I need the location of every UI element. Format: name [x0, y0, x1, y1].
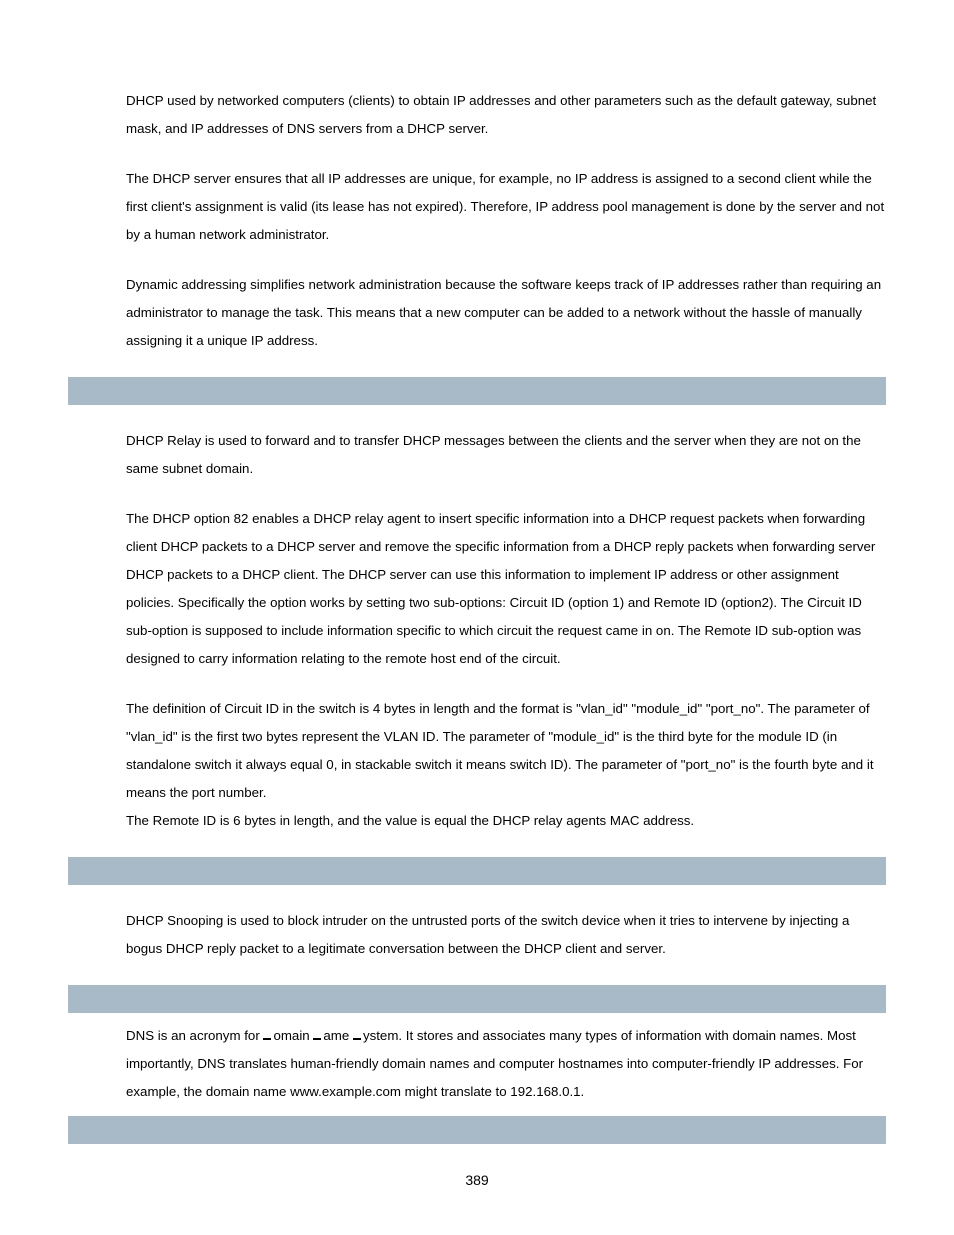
underline-mark: [353, 1037, 361, 1040]
section-header-bar: [68, 377, 886, 405]
relay-paragraph-1: DHCP Relay is used to forward and to transfer DHCP messages between the clients and the server when they are not on the same subnet domain.: [126, 433, 861, 476]
dns-intro-suffix: . It stores and associates many types of information with domain names. Most importantly, DNS translates human-friendly domain names and computer hostnames into computer-friendly IP addresses. For example, the domain name www.example.com might translate to 192.168.0.1.: [126, 1028, 864, 1099]
underline-mark: [263, 1037, 271, 1040]
dns-paragraph-1: [126, 1022, 888, 1106]
dhcp-paragraph-3: Dynamic addressing simplifies network administration because the software keeps track of IP addresses rather than requiring an administrator to manage the task. This means that a new computer can be added to a network without the hassle of manually assigning it a unique IP address.: [126, 277, 882, 348]
dns-word-name: ame: [323, 1028, 353, 1043]
dns-intro-prefix: DNS is an acronym for: [126, 1028, 264, 1043]
relay-paragraph-2: The DHCP option 82 enables a DHCP relay agent to insert specific information into a DHCP request packets when forwarding client DHCP packets to a DHCP server and remove the specific information from a DHCP reply packets when forwarding server DHCP packets to a DHCP client. The DHCP server can use this information to implement IP address or other assignment policies. Specifically the option works by setting two sub-options: Circuit ID (option 1) and Remote ID (option2). The Circuit ID sub-option is supposed to include information specific to which circuit the request came in on. The Remote ID sub-option was designed to carry information relating to the remote host end of the circuit.: [126, 511, 876, 666]
dhcp-paragraph-1: DHCP used by networked computers (clients) to obtain IP addresses and other parameters such as the default gateway, subnet mask, and IP addresses of DNS servers from a DHCP server.: [126, 93, 877, 136]
snooping-paragraph-1: DHCP Snooping is used to block intruder on the untrusted ports of the switch device when it tries to intervene by injecting a bogus DHCP reply packet to a legitimate conversation between the DHCP client and server.: [126, 913, 850, 956]
underline-mark: [313, 1037, 321, 1040]
section-header-bar: [68, 857, 886, 885]
relay-paragraph-4: The Remote ID is 6 bytes in length, and the value is equal the DHCP relay agents MAC address.: [126, 813, 695, 828]
dhcp-paragraph-2: The DHCP server ensures that all IP addresses are unique, for example, no IP address is assigned to a second client while the first client's assignment is valid (its lease has not expired). Therefore, IP address pool management is done by the server and not by a human network administrator.: [126, 171, 885, 242]
dns-word-domain: omain: [273, 1028, 314, 1043]
section-header-bar: [68, 985, 886, 1013]
dns-word-system: ystem: [362, 1028, 399, 1043]
section-header-bar: [68, 1116, 886, 1144]
relay-paragraph-3: The definition of Circuit ID in the switch is 4 bytes in length and the format is "vlan_id" "module_id" "port_no". The parameter of "vlan_id" is the first two bytes represent the VLAN ID. The parameter of "module_id" is the third byte for the module ID (in standalone switch it always equal 0, in stackable switch it means switch ID). The parameter of "port_no" is the fourth byte and it means the port number.: [126, 701, 874, 800]
page-number: 389: [465, 1172, 489, 1188]
